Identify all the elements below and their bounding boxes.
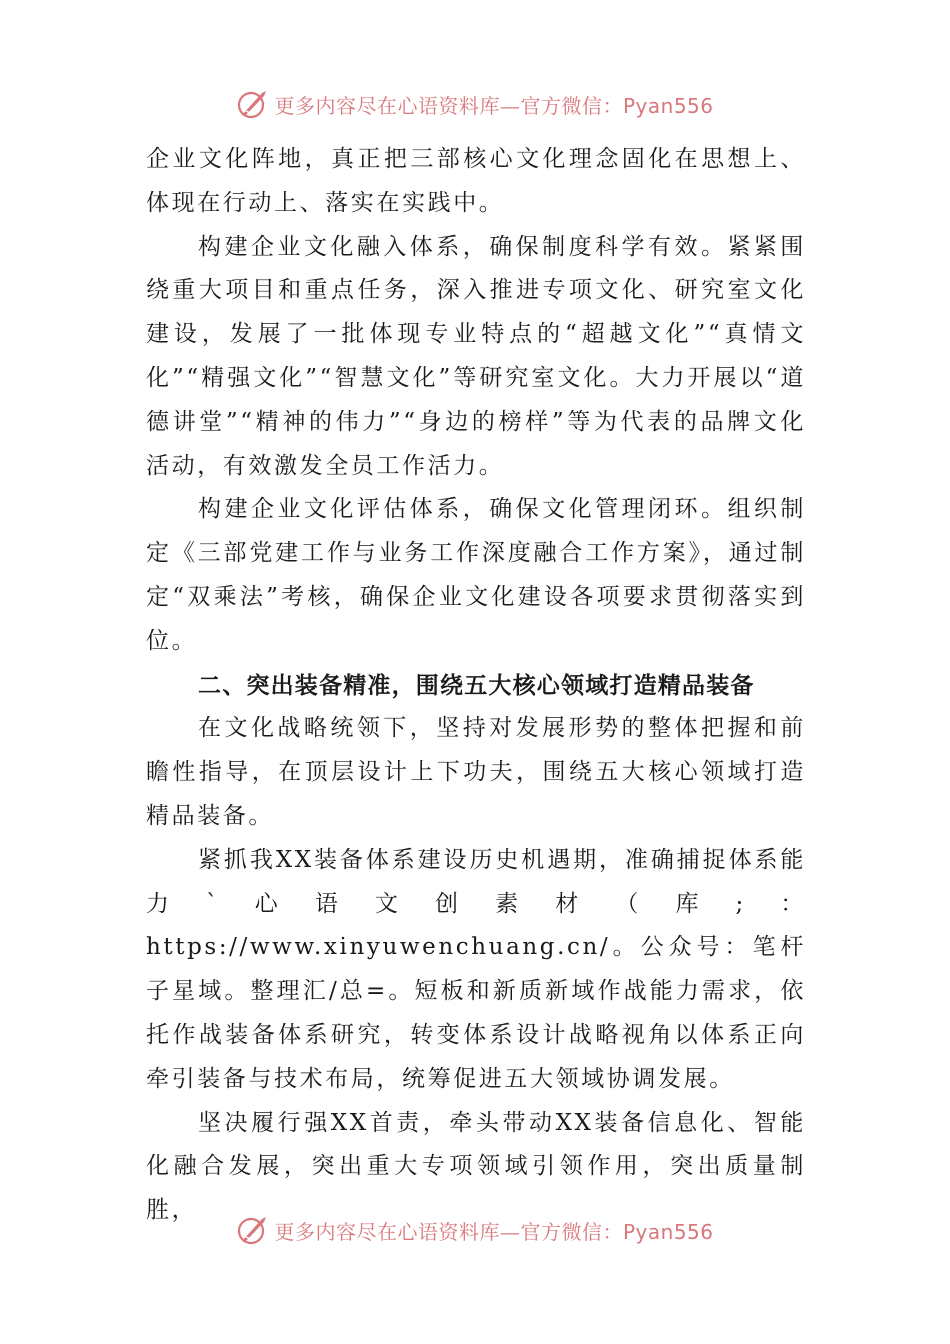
paragraph-1: 企业文化阵地，真正把三部核心文化理念固化在思想上、体现在行动上、落实在实践中。 <box>146 146 806 216</box>
paragraph-4: 在文化战略统领下，坚持对发展形势的整体把握和前瞻性指导，在顶层设计上下功夫，围绕五大核心领域打造精品装备。 <box>146 715 806 829</box>
paragraph-3: 构建企业文化评估体系，确保文化管理闭环。组织制定《三部党建工作与业务工作深度融合工作方案》，通过制定“双乘法”考核，确保企业文化建设各项要求贯彻落实到位。 <box>146 496 806 654</box>
quill-logo-icon <box>236 1213 270 1247</box>
watermark-text: 更多内容尽在心语资料库—官方微信：Pyan556 <box>274 1219 714 1244</box>
paragraph-2: 构建企业文化融入体系，确保制度科学有效。紧紧围绕重大项目和重点任务，深入推进专项文化、研究室文化建设，发展了一批体现专业特点的“超越文化”“真情文化”“精强文化”“智慧文化”等研究室文化。大力开展以“道德讲堂”“精神的伟力”“身边的榜样”等为代表的品牌文化活动，有效激发全员工作活力。 <box>146 233 806 479</box>
watermark-header <box>0 84 950 124</box>
watermark-text: 更多内容尽在心语资料库—官方微信：Pyan556 <box>274 93 714 118</box>
section-heading: 二、突出装备精准，围绕五大核心领域打造精品装备 <box>198 671 755 699</box>
paragraph-6: 坚决履行强XX首责，牵头带动XX装备信息化、智能化融合发展，突出重大专项领域引领作用，突出质量制胜， <box>146 1109 806 1224</box>
paragraph-5: 紧抓我XX装备体系建设历史机遇期，准确捕捉体系能力`心语文创素材（库;：https://www.xinyuwenchuang.cn/。公众号：笔杆子星域。整理汇/总=。短板和新质新域作战能力需求，依托作战装备体系研究，转变体系设计战略视角以体系正向牵引装备与技术布局，统筹促进五大领域协调发展。 <box>146 846 806 1092</box>
watermark-footer <box>0 1210 950 1250</box>
quill-logo-icon <box>236 87 270 121</box>
document-body <box>146 138 806 1233</box>
